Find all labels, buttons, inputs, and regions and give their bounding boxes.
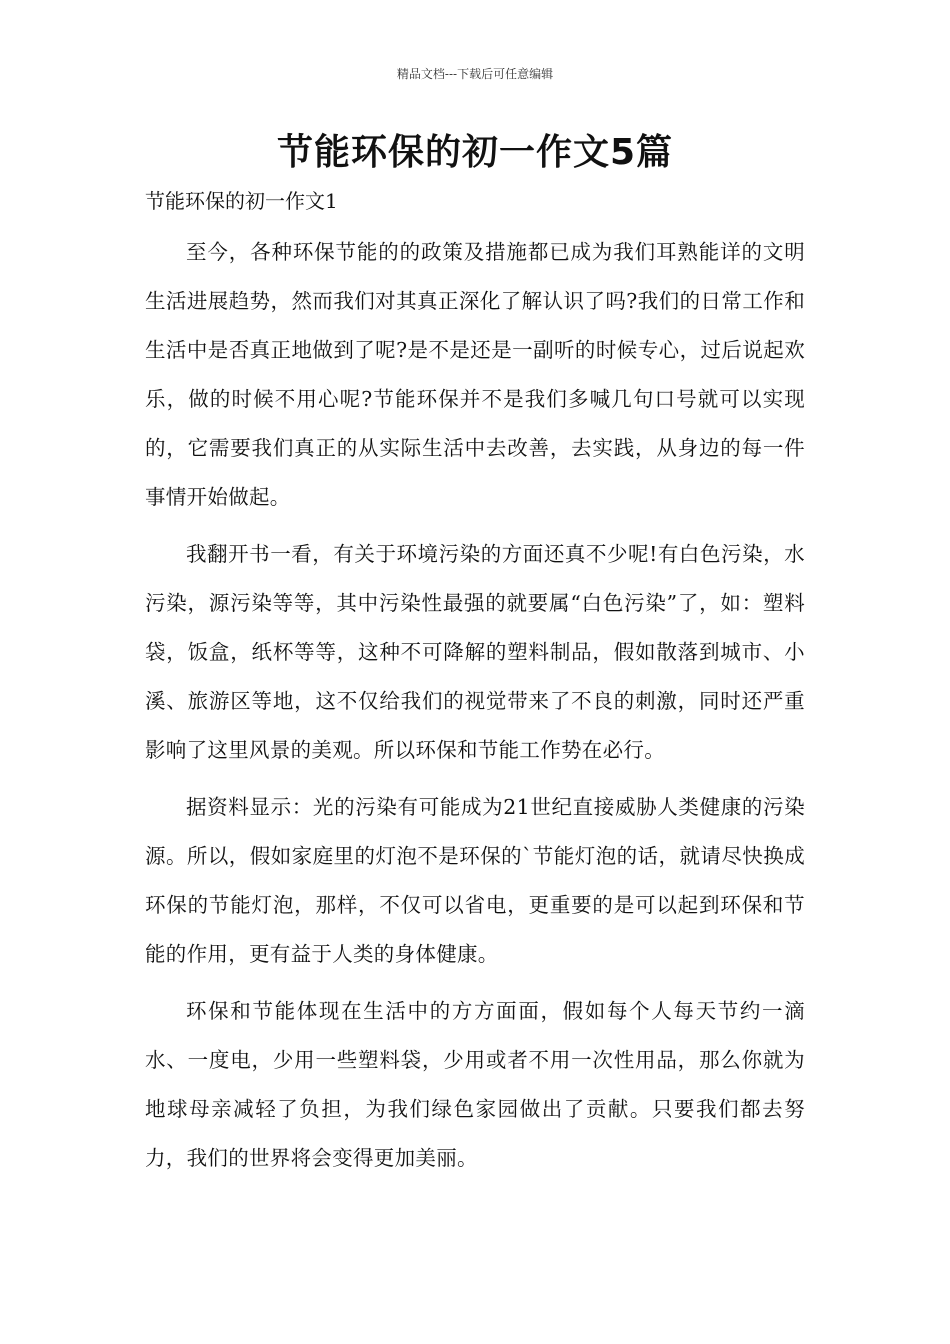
paragraph: 我翻开书一看，有关于环境污染的方面还真不少呢!有白色污染，水污染，源污染等等，其中污染性最强的就要属“白色污染”了，如：塑料袋，饭盒，纸杯等等，这种不可降解的塑料制品，假如散落到城市、小溪、旅游区等地，这不仅给我们的视觉带来了不良的刺激，同时还严重影响了这里风景的美观。所以环保和节能工作势在必行。	[145, 542, 805, 762]
paragraph: 至今，各种环保节能的的政策及措施都已成为我们耳熟能详的文明生活进展趋势，然而我们对其真正深化了解认识了吗?我们的日常工作和生活中是否真正地做到了呢?是不是还是一副听的时候专心，过后说起欢乐，做的时候不用心呢?节能环保并不是我们多喊几句口号就可以实现的，它需要我们真正的从实际生活中去改善，去实践，从身边的每一件事情开始做起。	[145, 240, 805, 509]
page-header: 精品文档---下载后可任意编辑	[396, 67, 554, 81]
essay-body	[145, 228, 805, 1191]
section-title: 节能环保的初一作文1	[145, 189, 338, 213]
paragraph: 环保和节能体现在生活中的方方面面，假如每个人每天节约一滴水、一度电，少用一些塑料袋，少用或者不用一次性用品，那么你就为地球母亲减轻了负担，为我们绿色家园做出了贡献。只要我们都去努力，我们的世界将会变得更加美丽。	[145, 999, 805, 1170]
paragraph: 据资料显示：光的污染有可能成为21世纪直接威胁人类健康的污染源。所以，假如家庭里的灯泡不是环保的`节能灯泡的话，就请尽快换成环保的节能灯泡，那样，不仅可以省电，更重要的是可以起到环保和节能的作用，更有益于人类的身体健康。	[145, 795, 805, 966]
document-title: 节能环保的初一作文5篇	[276, 132, 674, 173]
